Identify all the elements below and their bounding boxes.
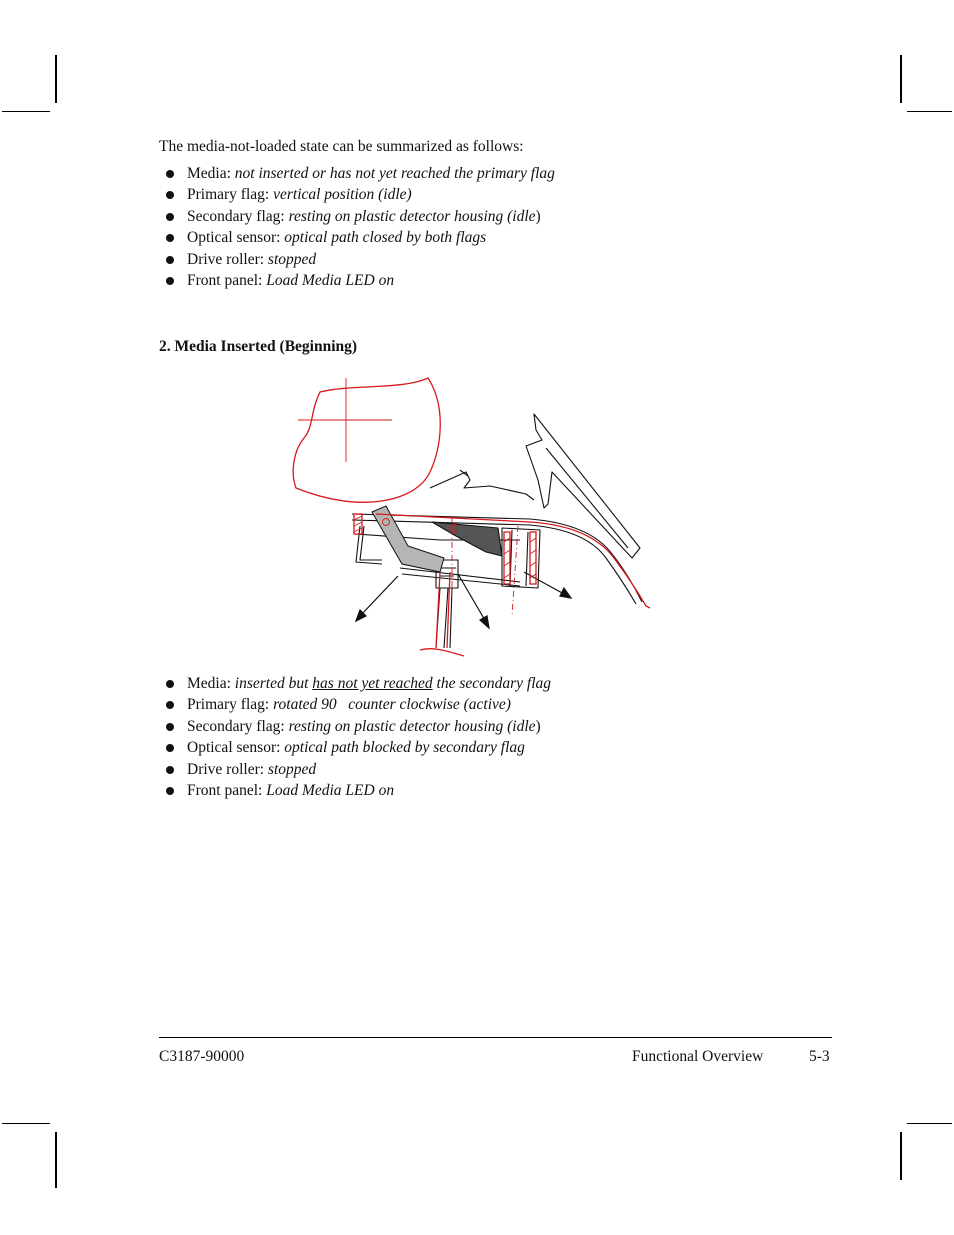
bullet-icon (166, 680, 174, 688)
doc-number: C3187-90000 (159, 1048, 245, 1065)
crop-mark (2, 111, 50, 112)
bullet-icon (166, 170, 174, 178)
list-item: Media: inserted but has not yet reached the secondary flag (166, 673, 551, 694)
footer-rule (159, 1037, 832, 1038)
secondary-flag-housing (502, 528, 540, 588)
list-item: Media: not inserted or has not yet reached the primary flag (166, 163, 555, 184)
crop-mark (907, 1123, 952, 1124)
page-number: 5-3 (809, 1048, 830, 1065)
sensor-leads-red (436, 572, 450, 648)
bullet-icon (166, 213, 174, 221)
bullet-icon (166, 277, 174, 285)
media-guide (526, 414, 640, 558)
list-item: Secondary flag: resting on plastic detector housing (idle) (166, 716, 551, 737)
list-item: Drive roller: stopped (166, 759, 551, 780)
arrow-head-icon (480, 616, 489, 628)
bullet-icon (166, 256, 174, 264)
upper-housing (430, 472, 534, 500)
bullet-icon (166, 787, 174, 795)
bullet-icon (166, 766, 174, 774)
list-item: Primary flag: rotated 90 counter clockwise (active) (166, 694, 551, 715)
media-inserted-state-list (166, 673, 551, 801)
section-title: Functional Overview (632, 1048, 764, 1065)
arrow-head-icon (560, 588, 571, 598)
crop-mark (55, 1132, 57, 1188)
bullet-icon (166, 191, 174, 199)
media-sensor-diagram (290, 376, 660, 661)
crop-mark (2, 1123, 50, 1124)
crop-mark (907, 111, 952, 112)
crop-mark (900, 1132, 902, 1180)
list-item: Secondary flag: resting on plastic detector housing (idle) (166, 206, 555, 227)
list-item: Optical sensor: optical path closed by both flags (166, 227, 555, 248)
not-loaded-state-list (166, 163, 555, 291)
bullet-icon (166, 723, 174, 731)
crop-mark (55, 55, 57, 103)
list-item: Front panel: Load Media LED on (166, 780, 551, 801)
list-item: Drive roller: stopped (166, 249, 555, 270)
list-item: Front panel: Load Media LED on (166, 270, 555, 291)
bullet-icon (166, 234, 174, 242)
intro-text: The media-not-loaded state can be summarized as follows: (159, 138, 524, 155)
crop-mark (900, 55, 902, 103)
list-item: Primary flag: vertical position (idle) (166, 184, 555, 205)
bullet-icon (166, 744, 174, 752)
drive-roller-outline (293, 378, 440, 502)
list-item: Optical sensor: optical path blocked by secondary flag (166, 737, 551, 758)
section-heading: 2. Media Inserted (Beginning) (159, 338, 358, 355)
bullet-icon (166, 701, 174, 709)
